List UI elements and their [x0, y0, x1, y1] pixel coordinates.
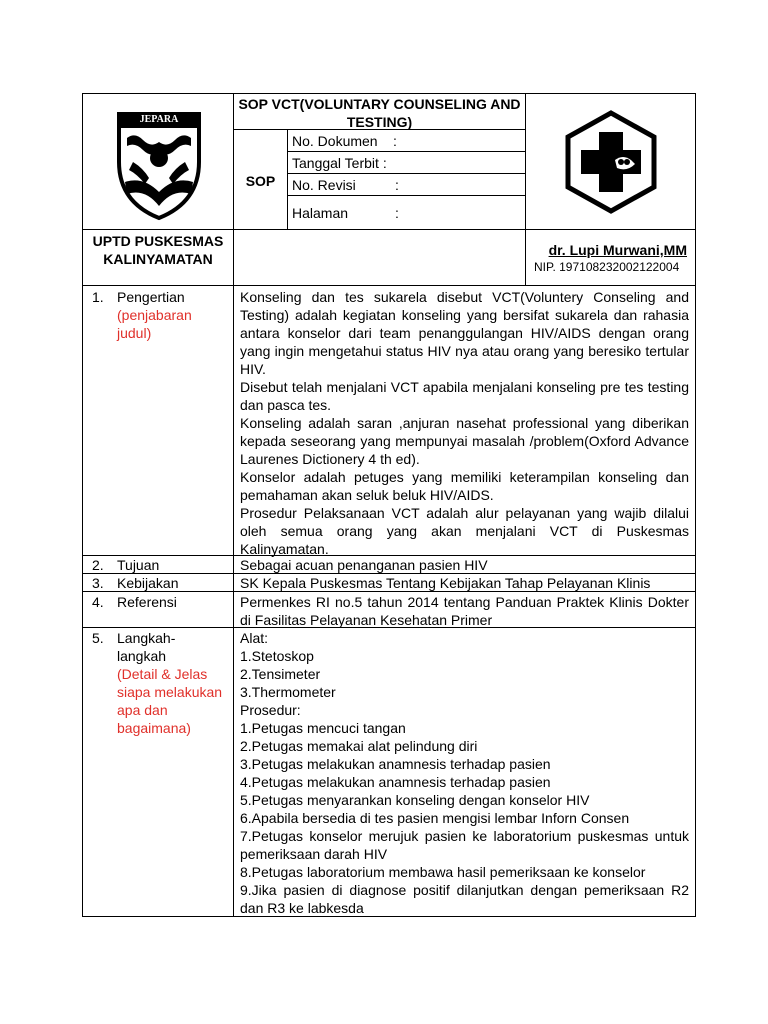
org-name: UPTD PUSKESMAS KALINYAMATAN: [92, 233, 224, 267]
page-title: [233, 93, 526, 130]
paragraph: Konseling adalah saran ,anjuran nasehat professional yang diberikan kepada seseorang yang mempunyai masalah /problem(Oxford Advance Laurenes Dictionery 4 th ed).: [240, 415, 689, 467]
list-item: Alat:: [240, 630, 269, 646]
row-content-cell: [233, 285, 696, 556]
list-item: 8.Petugas laboratorium membawa hasil pemeriksaan ke konselor: [240, 864, 646, 880]
paragraph: Konseling dan tes sukarela disebut VCT(Voluntery Conseling and Testing) adalah kegiatan konseling yang bersifat sukarela dan rahasia antara konselor dari team penanggulangan HIV/AIDS dengan orang yang ingin mengetahui status HIV nya atau orang yang beresiko tertular HIV.: [240, 289, 689, 377]
signer-name: dr. Lupi Murwani,MM: [548, 242, 687, 258]
row-label-note: (Detail & Jelas siapa melakukan apa dan bagaimana): [117, 666, 223, 736]
row-label: Referensi: [117, 594, 177, 610]
list-item: 2.Tensimeter: [240, 666, 321, 682]
row-text: Permenkes RI no.5 tahun 2014 tentang Panduan Praktek Klinis Dokter di Fasilitas Pelayanan Kesehatan Primer: [240, 594, 689, 628]
list-item: 1.Stetoskop: [240, 648, 314, 664]
list-item: 3.Thermometer: [240, 684, 336, 700]
field-sep: :: [395, 177, 399, 193]
row-label-cell: [82, 627, 234, 917]
empty-cell: [233, 229, 526, 286]
sop-label: SOP: [245, 173, 276, 189]
row-number: 1.: [92, 289, 104, 305]
list-item: 6.Apabila bersedia di tes pasien mengisi lembar Inforn Consen: [240, 810, 630, 826]
row-label: Pengertian: [117, 289, 185, 305]
row-label-note: (penjabaran judul): [117, 307, 192, 341]
field-no-revisi: [287, 173, 526, 196]
field-sep: :: [395, 205, 399, 221]
row-number: 5.: [92, 630, 104, 646]
page-title-text: SOP VCT(VOLUNTARY COUNSELING AND TESTING): [238, 96, 521, 130]
row-number: 4.: [92, 594, 104, 610]
list-item: 9.Jika pasien di diagnose positif dilanjutkan dengan pemeriksaan R2 dan R3 ke labkesda: [240, 882, 689, 916]
list-item: 4.Petugas melakukan anamnesis terhadap pasien: [240, 774, 551, 790]
field-halaman: [287, 195, 526, 230]
row-content-cell: [233, 591, 696, 628]
row-text: Sebagai acuan penanganan pasien HIV: [240, 557, 488, 573]
sop-label-cell: [233, 129, 288, 230]
logo-text: JEPARA: [139, 114, 179, 125]
row-label: Kebijakan: [117, 575, 179, 591]
row-label-cell: [82, 573, 234, 592]
paragraph: Prosedur Pelaksanaan VCT adalah alur pelayanan yang wajib dilalui oleh semua orang yang akan menjalani VCT di Puskesmas Kalinyamatan.: [240, 505, 689, 557]
paragraph: Konselor adalah petuges yang memiliki keterampilan konseling dan pemahaman akan seluk beluk HIV/AIDS.: [240, 469, 689, 503]
row-number: 3.: [92, 575, 104, 591]
row-number: 2.: [92, 557, 104, 573]
row-content-cell: [233, 573, 696, 592]
row-content-cell: [233, 627, 696, 917]
list-item: 1.Petugas mencuci tangan: [240, 720, 406, 736]
field-label: Tanggal Terbit: [292, 155, 379, 171]
field-sep: :: [382, 155, 387, 171]
field-label: No. Revisi: [292, 177, 356, 193]
list-item: 3.Petugas melakukan anamnesis terhadap pasien: [240, 756, 551, 772]
signer-cell: [525, 229, 696, 286]
puskesmas-logo-cell: [525, 93, 696, 230]
field-tanggal-terbit: [287, 151, 526, 174]
list-item: 5.Petugas menyarankan konseling dengan konselor HIV: [240, 792, 590, 808]
field-no-dokumen: [287, 129, 526, 152]
puskesmas-logo-icon: [563, 110, 659, 214]
row-label-cell: [82, 591, 234, 628]
row-label: Langkah-langkah: [117, 630, 176, 664]
field-sep: :: [393, 133, 397, 149]
list-item: 7.Petugas konselor merujuk pasien ke laboratorium puskesmas untuk pemeriksaan darah HIV: [240, 828, 689, 862]
logo-cell: [82, 93, 234, 230]
row-label-cell: [82, 555, 234, 574]
list-item: Prosedur:: [240, 702, 301, 718]
row-content-cell: [233, 555, 696, 574]
row-label-cell: [82, 285, 234, 556]
paragraph: Disebut telah menjalani VCT apabila menjalani konseling pre tes testing dan pasca tes.: [240, 379, 689, 413]
field-label: Halaman: [292, 205, 349, 221]
row-text: SK Kepala Puskesmas Tentang Kebijakan Tahap Pelayanan Klinis: [240, 575, 651, 591]
field-label: No. Dokumen: [292, 133, 378, 149]
org-cell: [82, 229, 234, 286]
row-label: Tujuan: [117, 557, 160, 573]
signer-nip: NIP. 197108232002122004: [534, 260, 680, 274]
list-item: 2.Petugas memakai alat pelindung diri: [240, 738, 478, 754]
